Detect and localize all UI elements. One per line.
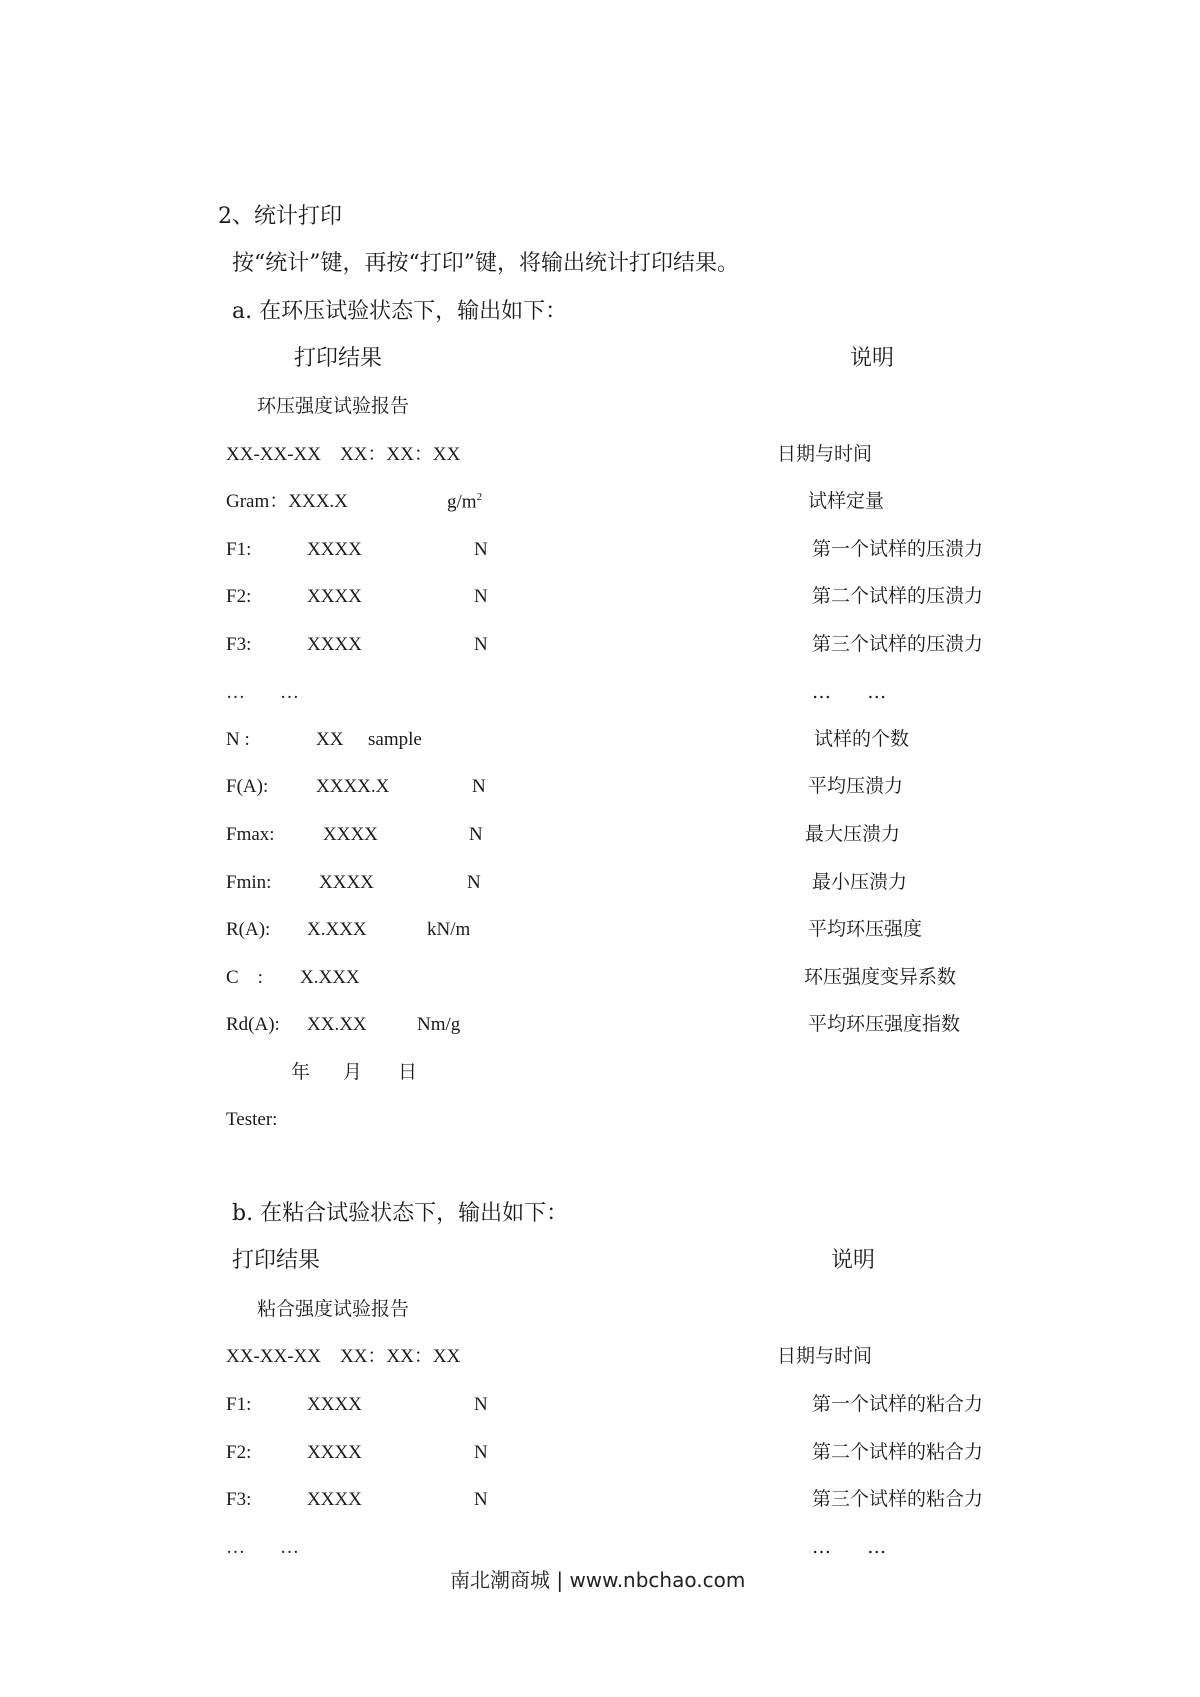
part-a-row-label: Fmax: [226,824,275,845]
date-month: 月 [343,1061,363,1083]
part-b-col-desc: 说明 [831,1248,876,1273]
part-a-row-unit: N [472,776,486,797]
part-a-row-value: XX.XX [307,1014,367,1035]
part-a-col-desc: 说明 [850,346,895,371]
part-a-row-desc: 第一个试样的压溃力 [812,538,984,560]
part-a-row-desc: 最大压溃力 [805,823,901,845]
part-a-row-label: F(A): [226,776,269,797]
part-a-row-unit: N [469,824,483,845]
part-a-datetime-desc: 日期与时间 [777,443,873,465]
section-title: 2、统计打印 [218,204,342,229]
part-a-heading: a. 在环压试验状态下，输出如下： [232,299,568,324]
part-b-col-result: 打印结果 [232,1248,321,1273]
part-a-row-label: Fmin: [226,872,272,893]
part-a-row-desc: 平均压溃力 [808,775,904,797]
gram-unit-base: g/m [447,491,477,513]
part-a-row-label: F1: [226,539,252,560]
part-a-row-unit: N [474,586,488,607]
part-a-row-label: F2: [226,586,252,607]
intro-text: 按“统计”键，再按“打印”键，将输出统计打印结果。 [232,251,739,276]
part-b-row-label: … [226,1537,245,1558]
part-a-row-unit: sample [368,729,422,750]
date-year: 年 [291,1061,311,1083]
part-b-row-value: XXXX [307,1442,362,1463]
part-a-row-value: XX [316,729,344,750]
part-b-row-unit: N [474,1394,488,1415]
tester-label: Tester: [226,1109,278,1130]
part-a-row-value: XXXX [323,824,378,845]
part-a-row-unit: N [474,634,488,655]
date-day: 日 [398,1061,418,1083]
part-a-row-value: XXXX [307,634,362,655]
part-b-report-title: 粘合强度试验报告 [257,1298,410,1320]
part-b-row-label: F2: [226,1442,252,1463]
part-a-row-desc: … … [812,681,887,703]
part-a-row-label: F3: [226,634,252,655]
part-a-row-value: X.XXX [307,919,367,940]
part-a-col-result: 打印结果 [294,346,383,371]
part-a-row-unit: N [467,872,481,893]
part-a-row-value: XXXX [307,539,362,560]
part-b-row-desc: 第二个试样的粘合力 [812,1441,984,1463]
part-b-row-unit: N [474,1489,488,1510]
part-a-row-label: N : [226,729,250,750]
part-b-row-value: XXXX [307,1394,362,1415]
footer-watermark: 南北潮商城 | www.nbchao.com [450,1568,746,1592]
part-a-row-unit: Nm/g [417,1014,461,1035]
part-a-row-label: C : [226,967,263,988]
part-b-row-label: F1: [226,1394,252,1415]
part-a-gram: Gram：XXX.X [226,491,348,512]
part-b-row-desc: … … [812,1536,887,1558]
part-a-row-value: XXXX [307,586,362,607]
part-b-row-desc: 第一个试样的粘合力 [812,1393,984,1415]
part-b-heading: b. 在粘合试验状态下，输出如下： [232,1201,569,1226]
part-a-row-desc: 试样的个数 [814,728,910,750]
part-a-row-value: … [280,682,299,703]
part-b-row-unit: N [474,1442,488,1463]
part-a-row-value: XXXX [319,872,374,893]
part-a-datetime: XX-XX-XX XX：XX：XX [226,444,461,465]
part-a-gram-unit [447,492,482,511]
part-a-row-unit: N [474,539,488,560]
part-b-datetime: XX-XX-XX XX：XX：XX [226,1346,461,1367]
part-a-row-desc: 平均环压强度指数 [808,1013,961,1035]
part-a-gram-desc: 试样定量 [808,490,885,512]
part-b-row-desc: 第三个试样的粘合力 [812,1488,984,1510]
part-a-row-label: R(A): [226,919,271,940]
part-a-row-value: XXXX.X [316,776,390,797]
part-a-report-title: 环压强度试验报告 [257,395,410,417]
part-a-row-value: X.XXX [300,967,360,988]
part-a-row-desc: 第二个试样的压溃力 [812,585,984,607]
part-b-row-value: … [280,1537,299,1558]
part-a-row-desc: 第三个试样的压溃力 [812,633,984,655]
part-a-row-label: Rd(A): [226,1014,280,1035]
part-a-row-desc: 环压强度变异系数 [804,966,957,988]
part-b-datetime-desc: 日期与时间 [777,1345,873,1367]
part-a-row-unit: kN/m [427,919,471,940]
part-a-row-desc: 最小压溃力 [812,871,908,893]
part-a-row-desc: 平均环压强度 [808,918,923,940]
part-b-row-label: F3: [226,1489,252,1510]
part-a-row-label: … [226,682,245,703]
part-b-row-value: XXXX [307,1489,362,1510]
gram-unit-sup: 2 [476,491,483,503]
